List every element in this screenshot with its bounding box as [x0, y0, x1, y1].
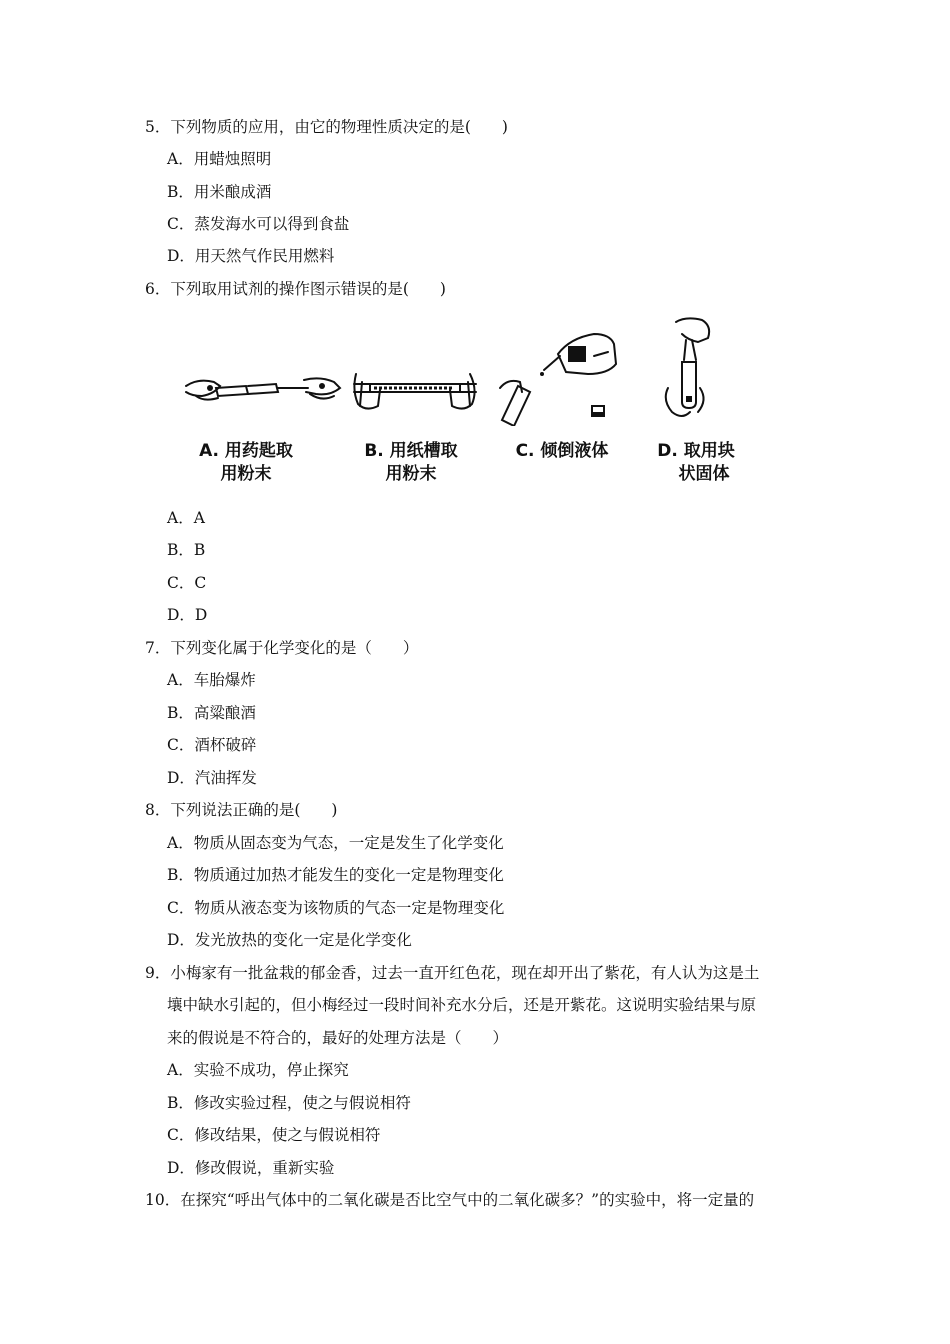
q9-option-a: A．实验不成功，停止探究 — [167, 1061, 349, 1079]
q8-stem: 8．下列说法正确的是( ) — [145, 801, 338, 819]
caption-b: B. 用纸槽取 用粉末 — [364, 441, 458, 484]
reagent-operations-figure — [180, 316, 750, 491]
q6-option-a: A．A — [167, 509, 205, 527]
q8-option-a: A．物质从固态变为气态，一定是发生了化学变化 — [167, 834, 504, 852]
q6-stem: 6．下列取用试剂的操作图示错误的是( ) — [145, 280, 446, 298]
q9-stem-line-3: 来的假说是不符合的，最好的处理方法是（ ） — [167, 1029, 509, 1047]
q9-stem-line-2: 壤中缺水引起的，但小梅经过一段时间补充水分后，还是开紫花。这说明实验结果与原 — [167, 996, 757, 1014]
q9-stem-line-1: 9．小梅家有一批盆栽的郁金香，过去一直开红色花，现在却开出了紫花，有人认为这是土 — [145, 964, 760, 982]
q5-option-c: C．蒸发海水可以得到食盐 — [167, 215, 350, 233]
q7-option-b: B．高粱酿酒 — [167, 704, 256, 722]
q6-option-d: D．D — [167, 606, 208, 624]
q7-option-c: C．酒杯破碎 — [167, 736, 257, 754]
paper-trough-illustration — [350, 360, 480, 420]
q5-option-b: B．用米酿成酒 — [167, 183, 272, 201]
caption-c: C. 倾倒液体 — [515, 441, 609, 461]
q7-stem: 7．下列变化属于化学变化的是（ ） — [145, 639, 419, 657]
spatula-powder-illustration — [184, 366, 344, 416]
q7-option-d: D．汽油挥发 — [167, 769, 257, 787]
q9-option-c: C．修改结果，使之与假说相符 — [167, 1126, 381, 1144]
q8-option-b: B．物质通过加热才能发生的变化一定是物理变化 — [167, 866, 504, 884]
q6-option-b: B．B — [167, 541, 206, 559]
q10-stem: 10．在探究“呼出气体中的二氧化碳是否比空气中的二氧化碳多？”的实验中，将一定量的 — [145, 1191, 755, 1209]
caption-a: A. 用药匙取 用粉末 — [199, 441, 293, 484]
q5-stem: 5．下列物质的应用，由它的物理性质决定的是( ) — [145, 118, 508, 136]
block-solid-illustration — [642, 316, 722, 421]
pour-liquid-illustration — [498, 326, 623, 426]
q9-option-d: D．修改假说，重新实验 — [167, 1159, 335, 1177]
caption-d: D. 取用块 状固体 — [657, 441, 735, 484]
q8-option-d: D．发光放热的变化一定是化学变化 — [167, 931, 412, 949]
q6-option-c: C．C — [167, 574, 207, 592]
q7-option-a: A．车胎爆炸 — [167, 671, 256, 689]
q5-option-d: D．用天然气作民用燃料 — [167, 247, 335, 265]
q8-option-c: C．物质从液态变为该物质的气态一定是物理变化 — [167, 899, 505, 917]
q9-option-b: B．修改实验过程，使之与假说相符 — [167, 1094, 411, 1112]
q5-option-a: A．用蜡烛照明 — [167, 150, 272, 168]
